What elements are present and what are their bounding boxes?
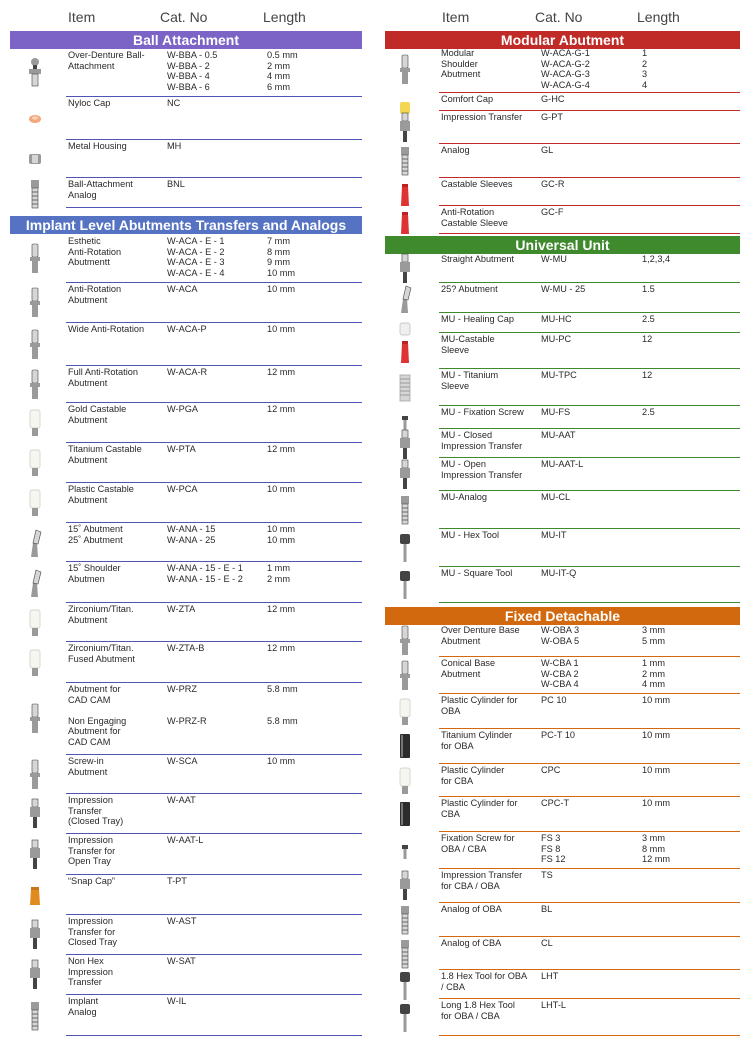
length-value: 1,2,3,4 <box>642 254 671 264</box>
table-row <box>10 562 362 603</box>
item-name: Modular Shoulder Abutment <box>441 48 481 80</box>
catalog-number: CPC <box>541 765 561 775</box>
catalog-number: MU-HC <box>541 314 572 324</box>
table-row <box>385 313 740 333</box>
length-value: 3 mm 8 mm 12 mm <box>642 833 671 865</box>
table-row <box>385 491 740 529</box>
item-name: “Snap Cap” <box>68 876 115 886</box>
row-divider <box>439 233 740 234</box>
catalog-number: PC 10 <box>541 695 567 705</box>
catalog-number: W-ACA-G-1 W-ACA-G-2 W-ACA-G-3 W-ACA-G-4 <box>541 48 590 90</box>
table-row <box>10 603 362 642</box>
item-name: Analog of OBA <box>441 904 502 914</box>
catalog-number: LHT-L <box>541 1000 567 1010</box>
item-name: 1.8 Hex Tool for OBA / CBA <box>441 971 528 992</box>
item-name: MU - Square Tool <box>441 568 513 578</box>
catalog-number: MU-AAT-L <box>541 459 584 469</box>
table-row <box>385 369 740 406</box>
catalog-number: W-AAT-L <box>167 835 204 845</box>
table-row <box>385 999 740 1036</box>
item-name: Gold Castable Abutment <box>68 404 127 425</box>
catalog-number: CPC-T <box>541 798 570 808</box>
section-title: Implant Level Abutments Transfers and Analogs <box>10 216 362 234</box>
table-row <box>10 443 362 483</box>
item-name: Full Anti-Rotation Abutment <box>68 367 138 388</box>
catalog-number: BNL <box>167 179 185 189</box>
item-name: Comfort Cap <box>441 94 494 104</box>
item-name: Zirconium/Titan. Fused Abutment <box>68 643 135 664</box>
hex-tool-icon <box>397 532 413 567</box>
length-value: 10 mm <box>642 765 671 775</box>
table-row <box>10 794 362 834</box>
abutment-icon <box>27 243 43 278</box>
analog-icon <box>397 494 413 529</box>
catalog-number: MU-AAT <box>541 430 576 440</box>
nyloc-cap-icon <box>27 103 43 138</box>
table-row <box>385 333 740 369</box>
table-row <box>10 523 362 562</box>
catalog-number: NC <box>167 98 181 108</box>
table-row <box>10 140 362 178</box>
abutment-icon <box>27 287 43 322</box>
right-header-item: Item <box>442 9 470 25</box>
item-name: Castable Sleeves <box>441 179 513 189</box>
table-row <box>385 937 740 970</box>
table-row <box>385 47 740 93</box>
item-name: 15˚ Abutment 25˚ Abutment <box>68 524 123 545</box>
item-name: Plastic Cylinder for CBA <box>441 798 518 819</box>
table-row <box>385 567 740 603</box>
table-row <box>385 903 740 937</box>
catalog-number: W-ACA-P <box>167 324 207 334</box>
table-row <box>385 93 740 111</box>
item-name: 25? Abutment <box>441 284 498 294</box>
catalog-number: CL <box>541 938 553 948</box>
abutment-icon <box>27 759 43 794</box>
titanium-cylinder-icon <box>397 731 413 766</box>
length-value: 12 mm <box>267 404 296 414</box>
item-name: MU - Closed Impression Transfer <box>441 430 523 451</box>
catalog-number: W-SAT <box>167 956 196 966</box>
item-name: Impression Transfer (Closed Tray) <box>68 795 124 827</box>
table-row <box>385 869 740 903</box>
item-name: Plastic Castable Abutment <box>68 484 134 505</box>
length-value: 10 mm <box>267 756 296 766</box>
castable-abutment-icon <box>27 447 43 482</box>
analog-icon <box>397 145 413 180</box>
castable-abutment-icon <box>27 407 43 442</box>
table-row <box>385 657 740 694</box>
item-name: MU - Hex Tool <box>441 530 500 540</box>
catalog-number: PC-T 10 <box>541 730 576 740</box>
length-value: 2.5 <box>642 407 655 417</box>
table-row <box>10 283 362 323</box>
row-divider <box>66 1035 362 1036</box>
snap-cap-icon <box>27 879 43 914</box>
impression-transfer-icon <box>397 459 413 494</box>
catalog-number: W-AST <box>167 916 197 926</box>
item-name: Anti-Rotation Abutment <box>68 284 122 305</box>
catalog-number: MU-IT <box>541 530 567 540</box>
catalog-number: GL <box>541 145 554 155</box>
table-row <box>385 206 740 234</box>
length-value: 5.8 mm 5.8 mm <box>267 684 298 726</box>
catalog-number: G-HC <box>541 94 565 104</box>
length-value: 0.5 mm 2 mm 4 mm 6 mm <box>267 50 298 92</box>
table-row <box>10 875 362 915</box>
section-title: Ball Attachment <box>10 31 362 49</box>
analog-icon <box>27 1000 43 1035</box>
plastic-cylinder-icon <box>397 696 413 731</box>
table-row <box>10 755 362 794</box>
catalog-number: GC-F <box>541 207 564 217</box>
length-value: 10 mm <box>267 484 296 494</box>
item-name: Titanium Castable Abutment <box>68 444 142 465</box>
left-header-catno: Cat. No <box>160 9 208 25</box>
item-name: Screw-in Abutment <box>68 756 108 777</box>
table-row <box>385 970 740 999</box>
item-name: Titanium Cylinder for OBA <box>441 730 513 751</box>
row-divider <box>439 1035 740 1036</box>
impression-transfer-icon <box>27 959 43 994</box>
catalog-number: MU-PC <box>541 334 572 344</box>
length-value: 3 mm 5 mm <box>642 625 665 646</box>
square-tool-icon <box>397 569 413 604</box>
catalog-number: MU-CL <box>541 492 571 502</box>
item-name: MU - Fixation Screw <box>441 407 524 417</box>
length-value: 10 mm <box>642 730 671 740</box>
item-name: Esthetic Anti-Rotation Abutmentt <box>68 236 122 268</box>
table-row <box>385 729 740 764</box>
item-name: Abutment for CAD CAM Non Engaging Abutment for CAD CAM <box>68 684 127 747</box>
table-row <box>10 915 362 955</box>
item-name: MU-Analog <box>441 492 487 502</box>
length-value: 7 mm 8 mm 9 mm 10 mm <box>267 236 296 278</box>
catalog-number: W-OBA 3 W-OBA 5 <box>541 625 580 646</box>
titanium-cylinder-icon <box>397 799 413 834</box>
abutment-icon <box>397 660 413 695</box>
table-row <box>385 529 740 567</box>
item-name: Ball-Attachment Analog <box>68 179 133 200</box>
length-value: 10 mm <box>642 798 671 808</box>
item-name: Long 1.8 Hex Tool for OBA / CBA <box>441 1000 515 1021</box>
table-row <box>10 97 362 140</box>
catalog-number: W-ACA-R <box>167 367 208 377</box>
table-row <box>385 111 740 144</box>
abutment-icon <box>27 329 43 364</box>
catalog-number: GC-R <box>541 179 565 189</box>
right-column <box>385 0 740 1051</box>
catalog-number: MU-IT-Q <box>541 568 577 578</box>
catalog-number: W-PGA <box>167 404 198 414</box>
item-name: Fixation Screw for OBA / CBA <box>441 833 515 854</box>
impression-transfer-icon <box>27 839 43 874</box>
length-value: 12 mm <box>267 643 296 653</box>
item-name: Impression Transfer for CBA / OBA <box>441 870 523 891</box>
item-name: MU - Open Impression Transfer <box>441 459 523 480</box>
length-value: 2.5 <box>642 314 655 324</box>
catalog-number: MH <box>167 141 182 151</box>
catalog-number: W-CBA 1 W-CBA 2 W-CBA 4 <box>541 658 579 690</box>
table-row <box>10 323 362 366</box>
impression-transfer-icon <box>27 919 43 954</box>
item-name: Analog of CBA <box>441 938 502 948</box>
catalog-number: BL <box>541 904 553 914</box>
length-value: 12 mm <box>267 604 296 614</box>
item-name: Conical Base Abutment <box>441 658 496 679</box>
analog-icon <box>397 938 413 973</box>
catalog-number: W-PCA <box>167 484 198 494</box>
item-name: Impression Transfer <box>441 112 523 122</box>
length-value: 12 mm <box>267 444 296 454</box>
table-row <box>10 995 362 1036</box>
item-name: Anti-Rotation Castable Sleeve <box>441 207 508 228</box>
length-value: 12 mm <box>267 367 296 377</box>
catalog-number: G-PT <box>541 112 563 122</box>
item-name: Non Hex Impression Transfer <box>68 956 113 988</box>
item-name: Zirconium/Titan. Abutment <box>68 604 134 625</box>
item-name: Metal Housing <box>68 141 127 151</box>
plastic-cylinder-icon <box>397 765 413 800</box>
catalog-number: W-ACA - E - 1 W-ACA - E - 2 W-ACA - E - 3 W-ACA - E - 4 <box>167 236 225 278</box>
table-row <box>10 683 362 755</box>
item-name: Over Denture Base Abutment <box>441 625 520 646</box>
table-row <box>385 253 740 283</box>
impression-transfer-icon <box>397 112 413 147</box>
item-name: Wide Anti-Rotation <box>68 324 145 334</box>
catalog-number: TS <box>541 870 553 880</box>
item-name: 15˚ Shoulder Abutmen <box>68 563 121 584</box>
analog-icon <box>397 904 413 939</box>
angled-abutment-icon <box>27 567 43 602</box>
left-column <box>10 0 362 1051</box>
cad-cam-abutment-icon <box>27 703 43 738</box>
left-header-item: Item <box>68 9 96 25</box>
catalog-number: W-PTA <box>167 444 196 454</box>
length-value: 1 mm 2 mm <box>267 563 290 584</box>
catalog-number: W-MU <box>541 254 567 264</box>
table-row <box>385 764 740 797</box>
ball-abutment-icon <box>27 57 43 92</box>
angled-abutment-icon <box>27 527 43 562</box>
table-row <box>385 797 740 832</box>
item-name: Plastic Cylinder for CBA <box>441 765 505 786</box>
table-row <box>10 49 362 97</box>
section-title: Fixed Detachable <box>385 607 740 625</box>
catalog-number: MU-TPC <box>541 370 577 380</box>
catalog-number: W-ANA - 15 W-ANA - 25 <box>167 524 216 545</box>
length-value: 1.5 <box>642 284 655 294</box>
table-row <box>385 458 740 491</box>
catalog-number: T-PT <box>167 876 187 886</box>
table-row <box>385 832 740 869</box>
catalog-number: W-BBA - 0.5 W-BBA - 2 W-BBA - 4 W-BBA - 6 <box>167 50 218 92</box>
abutment-icon <box>27 369 43 404</box>
table-row <box>385 178 740 206</box>
item-name: MU - Titanium Sleeve <box>441 370 499 391</box>
catalog-number: W-SCA <box>167 756 198 766</box>
right-header-length: Length <box>637 9 680 25</box>
table-row <box>385 624 740 657</box>
castable-abutment-icon <box>27 487 43 522</box>
table-row <box>385 406 740 429</box>
item-name: Impression Transfer for Closed Tray <box>68 916 118 948</box>
screw-icon <box>397 835 413 870</box>
item-name: Analog <box>441 145 470 155</box>
length-value: 12 <box>642 370 653 380</box>
section-title: Modular Abutment <box>385 31 740 49</box>
item-name: Straight Abutment <box>441 254 515 264</box>
catalog-number: W-PRZ W-PRZ-R <box>167 684 207 726</box>
length-value: 10 mm <box>642 695 671 705</box>
row-divider <box>439 602 740 603</box>
table-row <box>385 429 740 458</box>
table-row <box>10 483 362 523</box>
catalog-number: W-ZTA <box>167 604 196 614</box>
item-name: Implant Analog <box>68 996 99 1017</box>
zirconium-abutment-icon <box>27 607 43 642</box>
length-value: 1 mm 2 mm 4 mm <box>642 658 665 690</box>
catalog-number: W-MU - 25 <box>541 284 586 294</box>
length-value: 10 mm <box>267 324 296 334</box>
item-name: Over-Denture Ball- Attachment <box>68 50 145 71</box>
analog-icon <box>27 178 43 213</box>
castable-sleeve-icon <box>397 335 413 370</box>
length-value: 10 mm 10 mm <box>267 524 296 545</box>
table-row <box>385 144 740 178</box>
right-header-catno: Cat. No <box>535 9 583 25</box>
section-title: Universal Unit <box>385 236 740 254</box>
abutment-icon <box>397 625 413 660</box>
impression-transfer-icon <box>397 870 413 905</box>
impression-transfer-icon <box>27 798 43 833</box>
item-name: MU-Castable Sleeve <box>441 334 495 355</box>
table-row <box>385 694 740 729</box>
catalog-number: W-ZTA-B <box>167 643 205 653</box>
length-value: 10 mm <box>267 284 296 294</box>
table-row <box>10 834 362 875</box>
table-row <box>385 283 740 313</box>
row-divider <box>66 207 362 208</box>
item-name: Plastic Cylinder for OBA <box>441 695 518 716</box>
metal-housing-icon <box>27 143 43 178</box>
table-row <box>10 403 362 443</box>
table-row <box>10 235 362 283</box>
item-name: MU - Healing Cap <box>441 314 515 324</box>
hex-tool-icon <box>397 1002 413 1037</box>
zirconium-abutment-icon <box>27 647 43 682</box>
item-name: Impression Transfer for Open Tray <box>68 835 116 867</box>
catalog-number: W-ACA <box>167 284 198 294</box>
catalog-number: W-ANA - 15 - E - 1 W-ANA - 15 - E - 2 <box>167 563 243 584</box>
catalog-number: FS 3 FS 8 FS 12 <box>541 833 566 865</box>
left-header-length: Length <box>263 9 306 25</box>
catalog-number: W-IL <box>167 996 187 1006</box>
catalog-number: W-AAT <box>167 795 196 805</box>
catalog-number: MU-FS <box>541 407 571 417</box>
item-name: Nyloc Cap <box>68 98 111 108</box>
length-value: 1 2 3 4 <box>642 48 648 90</box>
length-value: 12 <box>642 334 653 344</box>
table-row <box>10 642 362 683</box>
table-row <box>10 955 362 995</box>
table-row <box>10 178 362 208</box>
table-row <box>10 366 362 403</box>
abutment-icon <box>397 54 413 89</box>
catalog-number: LHT <box>541 971 559 981</box>
titanium-sleeve-icon <box>397 372 413 407</box>
